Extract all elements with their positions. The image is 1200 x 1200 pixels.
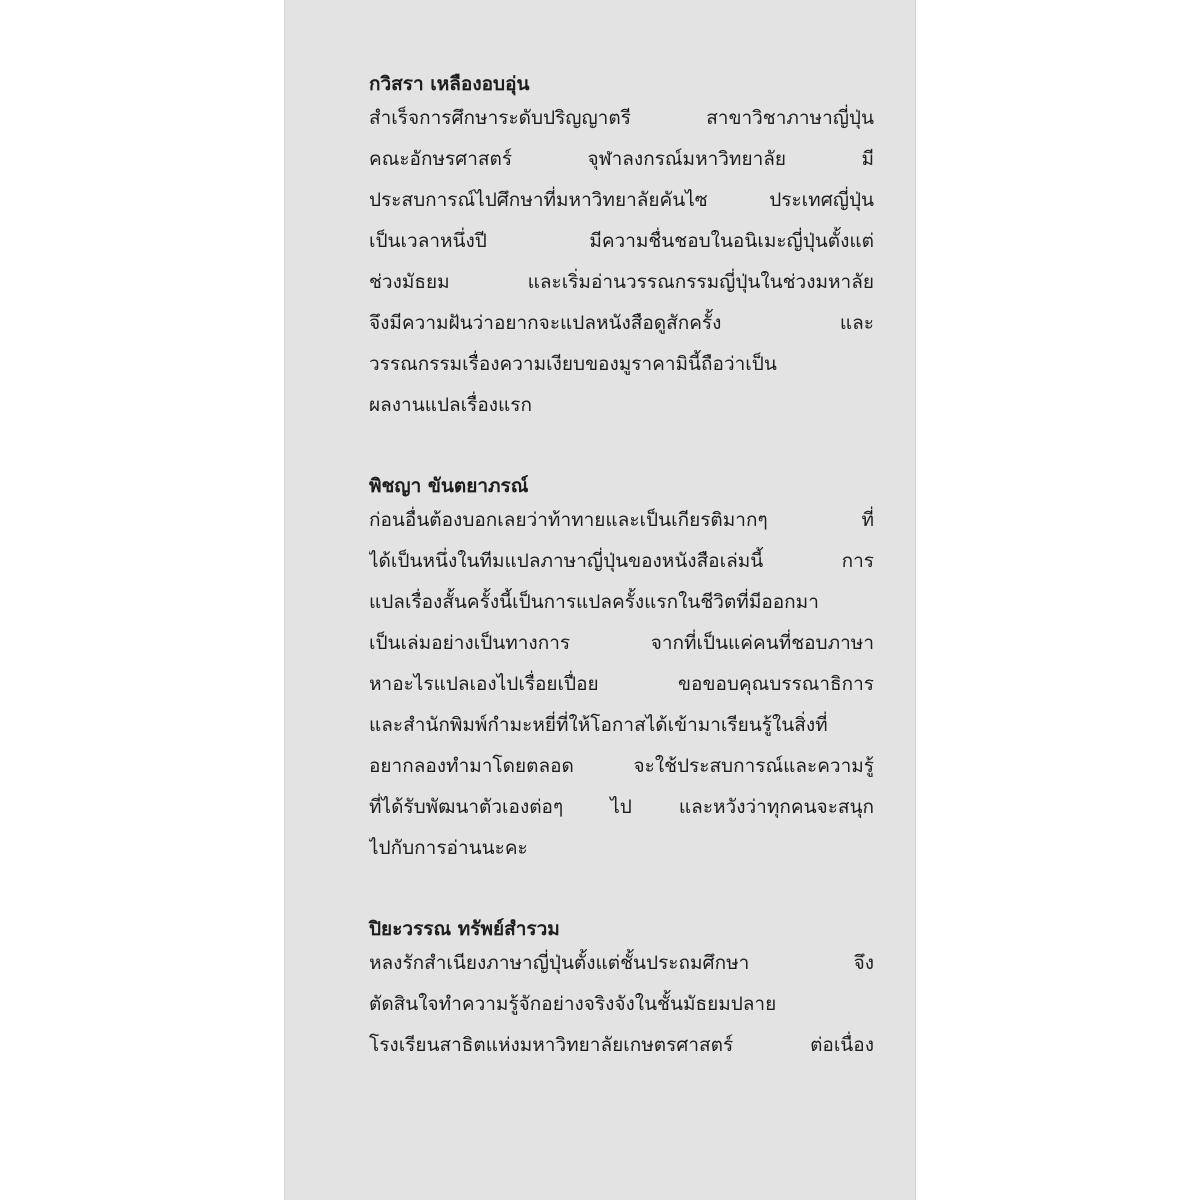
bio-section xyxy=(369,915,874,1066)
bio-line: คณะอักษรศาสตร์ จุฬาลงกรณ์มหาวิทยาลัย มี xyxy=(369,148,874,170)
bio-section xyxy=(369,70,874,426)
bio-line: และสำนักพิมพ์กำมะหยี่ที่ให้โอกาสได้เข้ามาเรียนรู้ในสิ่งที่ xyxy=(369,714,828,736)
bio-line: ได้เป็นหนึ่งในทีมแปลภาษาญี่ปุ่นของหนังสือเล่มนี้ การ xyxy=(369,550,874,572)
bio-line: โรงเรียนสาธิตแห่งมหาวิทยาลัยเกษตรศาสตร์ ต่อเนื่อง xyxy=(369,1034,874,1056)
book-page xyxy=(284,0,916,1200)
translator-name: พิชญา ขันตยาภรณ์ xyxy=(369,475,529,497)
bio-line: ก่อนอื่นต้องบอกเลยว่าท้าทายและเป็นเกียรติมากๆ ที่ xyxy=(369,509,874,531)
bio-line: ที่ได้รับพัฒนาตัวเองต่อๆ ไป และหวังว่าทุกคนจะสนุก xyxy=(369,796,874,818)
translator-name: กวิสรา เหลืองอบอุ่น xyxy=(369,73,530,95)
bio-line: ไปกับการอ่านนะคะ xyxy=(369,837,528,859)
bio-line: ตัดสินใจทำความรู้จักอย่างจริงจังในชั้นมัธยมปลาย xyxy=(369,993,777,1015)
bio-line: หาอะไรแปลเองไปเรื่อยเปื่อย ขอขอบคุณบรรณาธิการ xyxy=(369,673,874,695)
translator-name: ปิยะวรรณ ทรัพย์สำรวม xyxy=(369,918,560,940)
bio-line: อยากลองทำมาโดยตลอด จะใช้ประสบการณ์และความรู้ xyxy=(369,755,874,777)
translator-bios xyxy=(369,70,874,1112)
bio-line: เป็นเล่มอย่างเป็นทางการ จากที่เป็นแค่คนที่ชอบภาษา xyxy=(369,632,874,654)
bio-line: ประสบการณ์ไปศึกษาที่มหาวิทยาลัยคันไซ ประเทศญี่ปุ่น xyxy=(369,189,874,211)
bio-line: สำเร็จการศึกษาระดับปริญญาตรี สาขาวิชาภาษาญี่ปุ่น xyxy=(369,107,874,129)
bio-line: ช่วงมัธยม และเริ่มอ่านวรรณกรรมญี่ปุ่นในช่วงมหาลัย xyxy=(369,271,874,293)
bio-section xyxy=(369,472,874,869)
bio-line: แปลเรื่องสั้นครั้งนี้เป็นการแปลครั้งแรกในชีวิตที่มีออกมา xyxy=(369,591,819,613)
bio-line: ผลงานแปลเรื่องแรก xyxy=(369,394,533,416)
bio-line: เป็นเวลาหนึ่งปี มีความชื่นชอบในอนิเมะญี่ปุ่นตั้งแต่ xyxy=(369,230,874,252)
bio-line: วรรณกรรมเรื่องความเงียบของมูราคามินี้ถือว่าเป็น xyxy=(369,353,777,375)
bio-line: จึงมีความฝันว่าอยากจะแปลหนังสือดูสักครั้ง และ xyxy=(369,312,874,334)
bio-line: หลงรักสำเนียงภาษาญี่ปุ่นตั้งแต่ชั้นประถมศึกษา จึง xyxy=(369,952,874,974)
